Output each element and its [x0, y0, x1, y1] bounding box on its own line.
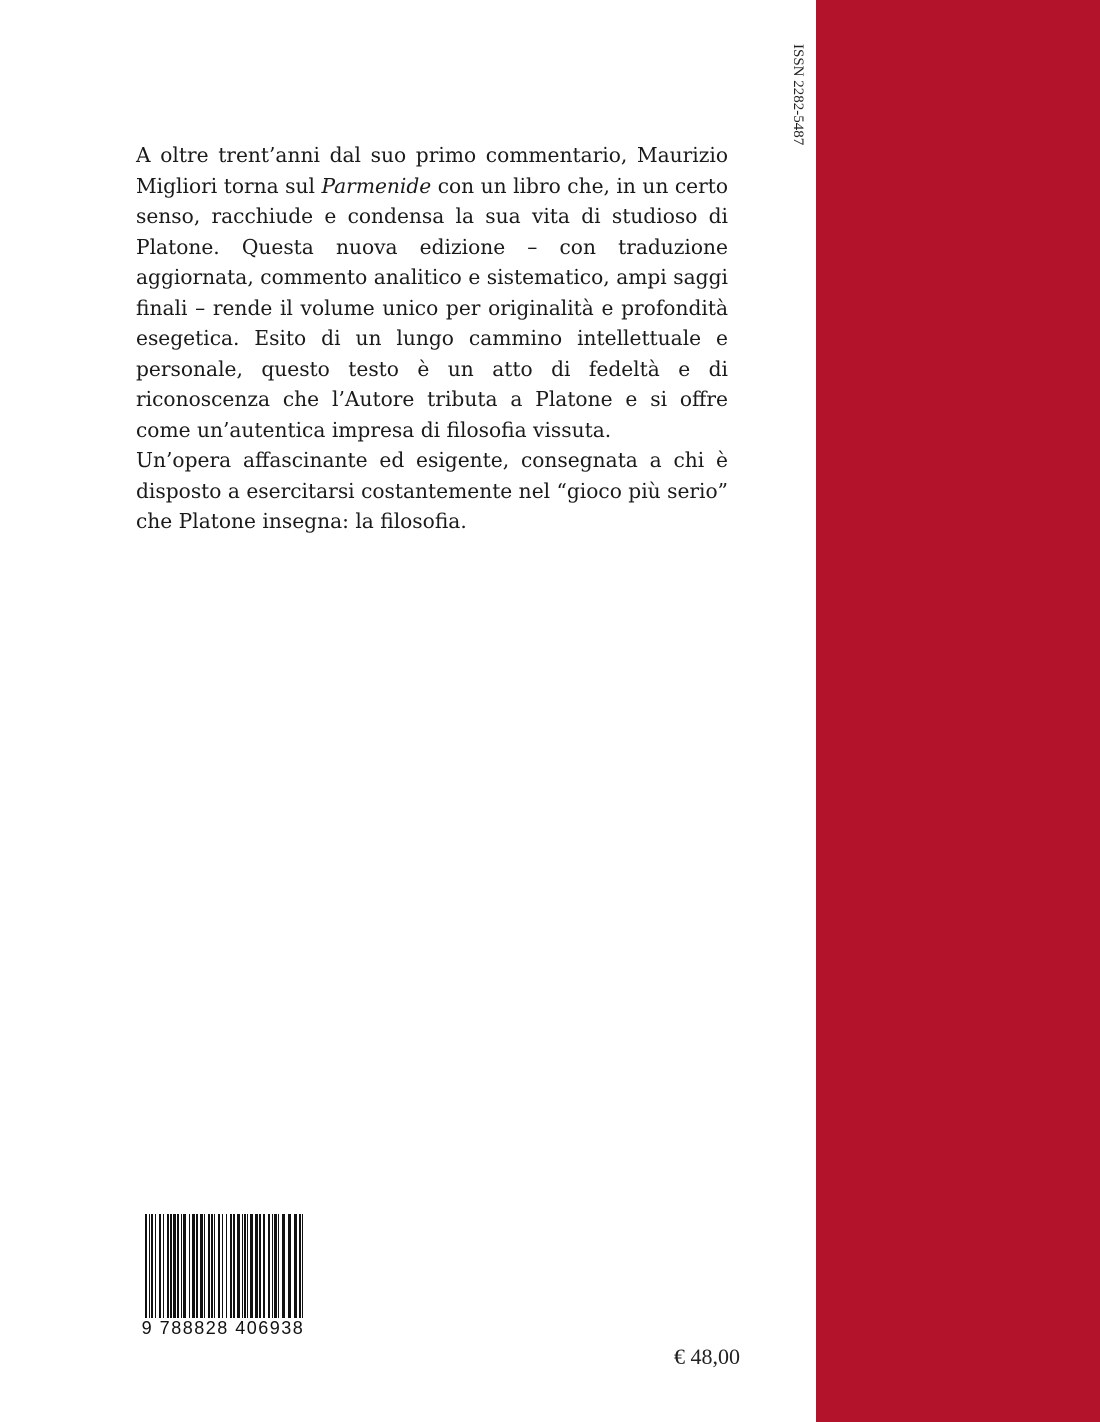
blurb-paragraph-2: Un’opera affascinante ed esigente, consegnata a chi è disposto a esercitarsi costantemente nel “gioco più serio” che Platone insegna: la filosofia. — [136, 448, 728, 533]
book-title-italic: Parmenide — [321, 173, 432, 198]
issn-label: ISSN 2282-5487 — [790, 44, 806, 146]
blurb-paragraph-1: A oltre trent’anni dal suo primo commentario, Maurizio Migliori torna sul Parmenide con un libro che, in un certo senso, racchiude e condensa la sua vita di studioso di Platone. Questa nuova edizione – con traduzione aggiornata, commento analitico e sistematico, ampi saggi finali – rende il volume unico per originalità e profondità esegetica. Esito di un lungo cammino intellettuale e personale, questo testo è un atto di fedeltà e di riconoscenza che l’Autore tributa a Platone e si offre come un’autentica impresa di filosofia vissuta. — [136, 143, 729, 442]
barcode-number: 9 788828 406938 — [137, 1318, 309, 1339]
spine-red-band — [816, 0, 1100, 1422]
price-label: € 48,00 — [674, 1344, 740, 1369]
barcode-bars-icon — [137, 1214, 311, 1318]
back-cover-blurb — [136, 140, 728, 537]
